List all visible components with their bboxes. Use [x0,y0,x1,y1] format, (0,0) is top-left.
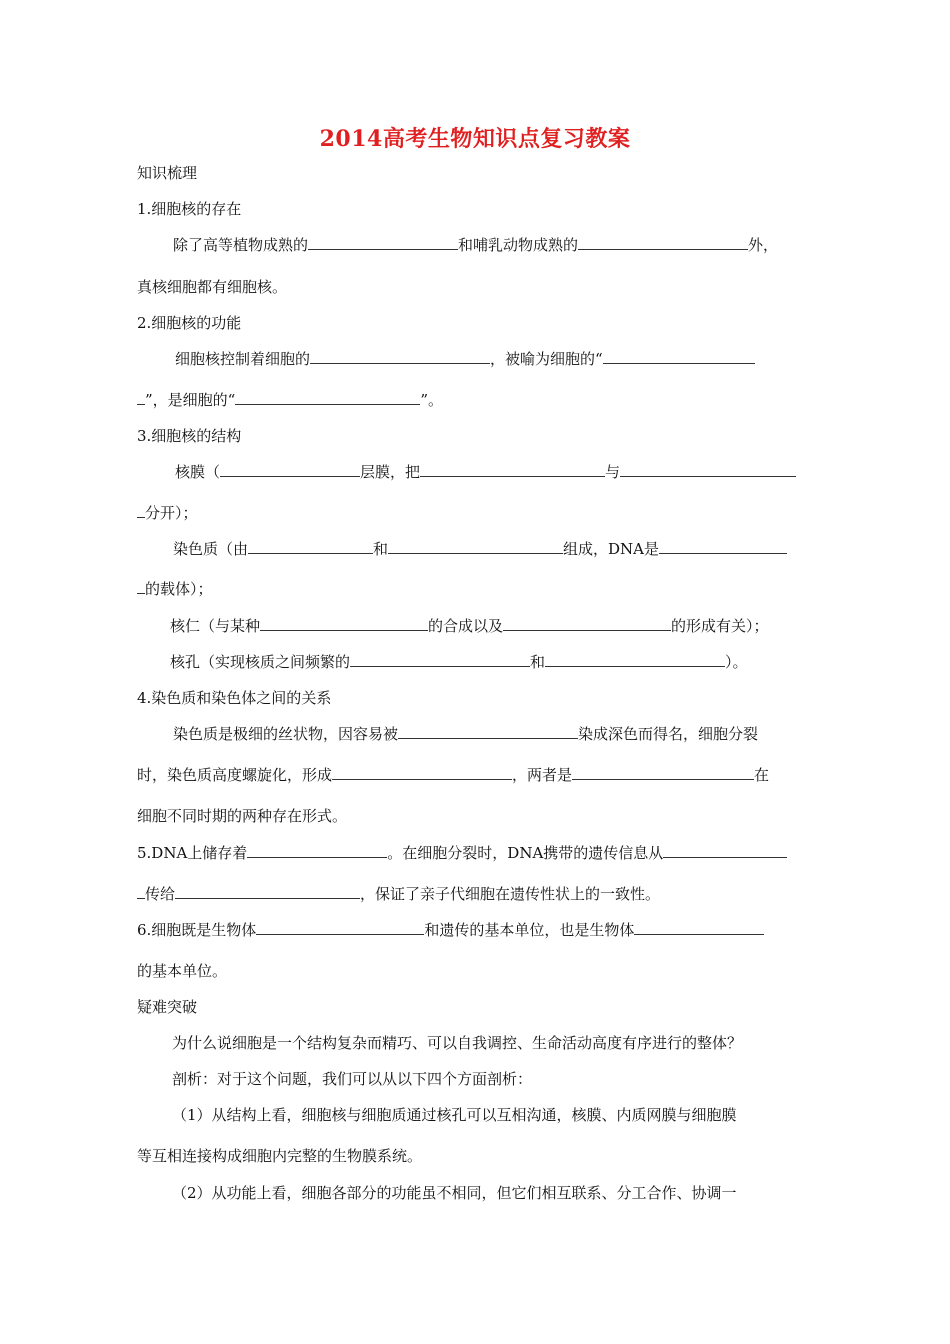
text: 染色质是极细的丝状物，因容易被 [173,725,399,743]
fill-blank [420,461,605,477]
paragraph-s6-line1 [137,919,764,941]
text: ）。 [725,653,748,671]
fill-blank [137,578,145,594]
analysis-point-1-line2: 等互相连接构成细胞内完整的生物膜系统。 [137,1147,423,1165]
fill-blank [260,615,428,631]
fill-blank [137,502,145,518]
paragraph-s3-line2 [137,502,198,524]
fill-blank [256,919,424,935]
fill-blank [503,615,671,631]
text: 细胞核控制着细胞的 [175,350,311,368]
text: 外， [748,236,779,254]
paragraph-s3-line6 [170,651,748,673]
text: 的合成以及 [428,617,504,635]
paragraph-s4-line2 [137,764,769,786]
heading-section-4: 4.染色质和染色体之间的关系 [137,689,332,707]
paragraph-s2-line1 [175,348,755,370]
fill-blank [398,723,578,739]
fill-blank [137,883,145,899]
fill-blank [310,348,490,364]
fill-blank [248,538,373,554]
fill-blank [175,883,360,899]
text: ”，是细胞的“ [145,391,236,409]
text: 染成深色而得名，细胞分裂 [578,725,759,743]
fill-blank [603,348,755,364]
fill-blank [572,764,754,780]
heading-zhishi-shuli: 知识梳理 [137,164,198,182]
fill-blank [388,538,563,554]
analysis-point-2-line1: （2）从功能上看，细胞各部分的功能虽不相同，但它们相互联系、分工合作、协调一 [172,1184,737,1202]
heading-section-2: 2.细胞核的功能 [137,314,242,332]
text: ”。 [420,391,444,409]
text: 和 [530,653,546,671]
paragraph-s6-line2: 的基本单位。 [137,962,228,980]
text: 层膜，把 [360,463,421,481]
text: 核膜（ [175,463,221,481]
text: 组成，DNA是 [563,540,660,558]
paragraph-s1-line1 [173,234,778,256]
fill-blank [332,764,512,780]
text: 和哺乳动物成熟的 [458,236,579,254]
text: ，被喻为细胞的“ [490,350,603,368]
text: ，保证了亲子代细胞在遗传性状上的一致性。 [360,885,661,903]
paragraph-s5-line1 [137,842,787,864]
text: 5.DNA上储存着 [137,844,248,862]
fill-blank [578,234,748,250]
fill-blank [620,461,796,477]
analysis-intro: 剖析：对于这个问题，我们可以从以下四个方面剖析： [172,1070,533,1088]
fill-blank [545,651,725,667]
heading-section-3: 3.细胞核的结构 [137,427,242,445]
fill-blank [247,842,387,858]
fill-blank [308,234,458,250]
question-paragraph: 为什么说细胞是一个结构复杂而精巧、可以自我调控、生命活动高度有序进行的整体？ [172,1034,743,1052]
text: 分开）； [145,504,198,522]
text: 和遗传的基本单位，也是生物体 [424,921,635,939]
heading-section-1: 1.细胞核的存在 [137,200,242,218]
text: 的载体）； [145,580,213,598]
fill-blank [634,919,764,935]
document-title: 2014高考生物知识点复习教案 [319,126,631,152]
paragraph-s1-line2: 真核细胞都有细胞核。 [137,278,288,296]
text: 与 [605,463,621,481]
text: 染色质（由 [173,540,249,558]
fill-blank [220,461,360,477]
text: ，两者是 [512,766,573,784]
paragraph-s3-line5 [170,615,769,637]
text: 除了高等植物成熟的 [173,236,309,254]
heading-yinan-tupo: 疑难突破 [137,998,198,1016]
text: 和 [373,540,389,558]
text: 核孔（实现核质之间频繁的 [170,653,351,671]
text: 时，染色质高度螺旋化，形成 [137,766,333,784]
text: 传给 [145,885,176,903]
fill-blank [350,651,530,667]
paragraph-s2-line2 [137,389,443,411]
fill-blank [663,842,787,858]
text: 核仁（与某种 [170,617,261,635]
text: 6.细胞既是生物体 [137,921,257,939]
paragraph-s5-line2 [137,883,660,905]
paragraph-s4-line3: 细胞不同时期的两种存在形式。 [137,807,348,825]
paragraph-s3-line3 [173,538,787,560]
text: 在 [754,766,770,784]
paragraph-s3-line1 [175,461,796,483]
text: 的形成有关）； [671,617,769,635]
fill-blank [137,389,145,405]
fill-blank [659,538,787,554]
text: 。在细胞分裂时，DNA携带的遗传信息从 [387,844,664,862]
paragraph-s3-line4 [137,578,213,600]
analysis-point-1-line1: （1）从结构上看，细胞核与细胞质通过核孔可以互相沟通，核膜、内质网膜与细胞膜 [172,1106,737,1124]
fill-blank [235,389,420,405]
paragraph-s4-line1 [173,723,758,745]
